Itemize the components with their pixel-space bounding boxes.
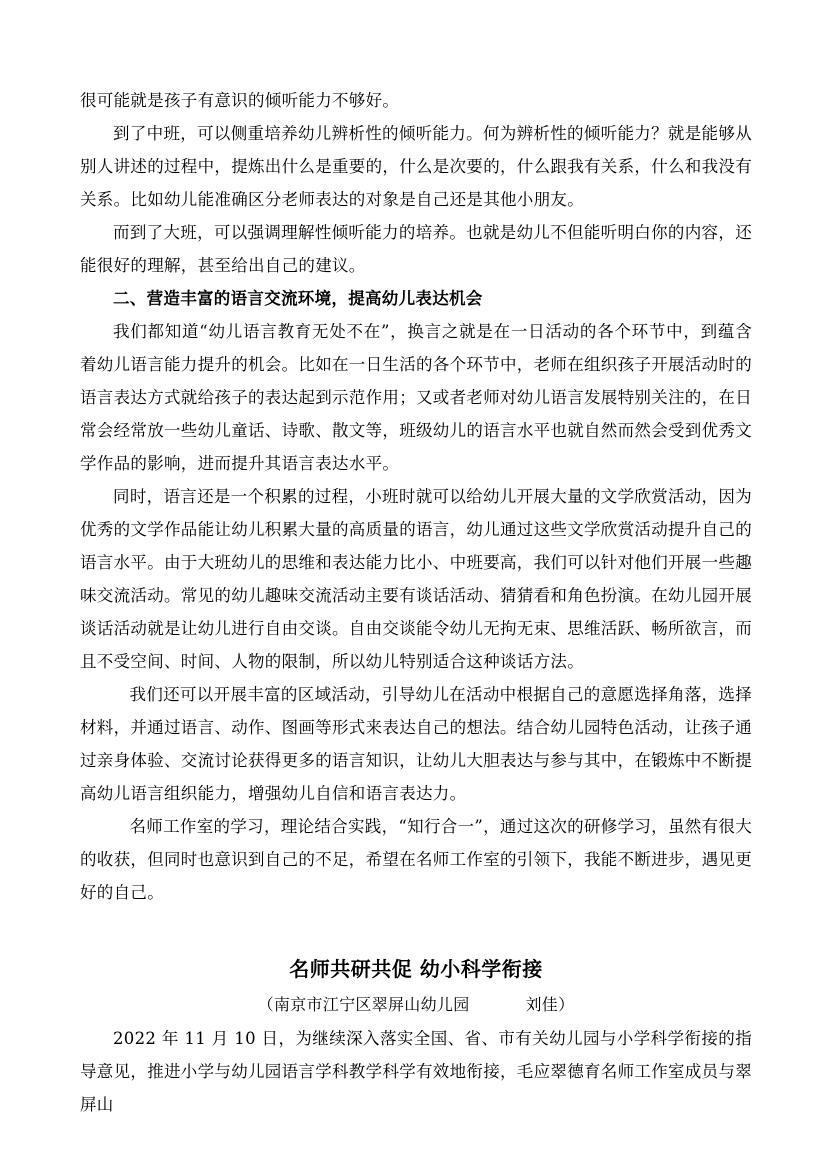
- section-heading: 二、营造丰富的语言交流环境，提高幼儿表达机会: [113, 289, 483, 308]
- paragraph-language-environment: 我们都知道“幼儿语言教育无处不在”，换言之就是在一日活动的各个环节中，到蕴含着幼儿语言能力提升的机会。比如在一日生活的各个环节中，老师在组织孩子开展活动时的语言表达方式就给孩子的表达起到示范作用；又或者老师对幼儿语言发展特别关注的，在日常会经常放一些幼儿童话、诗歌、散文等，班级幼儿的语言水平也就自然而然会受到优秀文学作品的影响，进而提升其语言表达水平。: [80, 322, 752, 473]
- article-title: 名师共研共促 幼小科学衔接: [289, 957, 543, 981]
- section-spacer: [80, 909, 752, 942]
- byline-author: 刘佳）: [525, 995, 575, 1014]
- article-paragraph: 2022 年 11 月 10 日，为继续深入落实全国、省、市有关幼儿园与小学科学衔接的指导意见，推进小学与幼儿园语言学科教学科学有效地衔接，毛应翠德育名师工作室成员与翠屏山: [80, 1029, 752, 1114]
- paragraph-continuation: 很可能就是孩子有意识的倾听能力不够好。: [80, 91, 400, 110]
- byline-school: （南京市江宁区翠屏山幼儿园: [257, 995, 470, 1014]
- paragraph-conclusion: 名师工作室的学习，理论结合实践，“知行合一”，通过这次的研修学习，虽然有很大的收获，但同时也意识到自己的不足，希望在名师工作室的引领下，我能不断进步，遇见更好的自己。: [80, 817, 752, 902]
- paragraph-senior-class: 而到了大班，可以强调理解性倾听能力的培养。也就是幼儿不但能听明白你的内容，还能很好的理解，甚至给出自己的建议。: [80, 223, 752, 275]
- paragraph-middle-class: 到了中班，可以侧重培养幼儿辨析性的倾听能力。何为辨析性的倾听能力？就是能够从别人讲述的过程中，提炼出什么是重要的，什么是次要的，什么跟我有关系，什么和我没有关系。比如幼儿能准确区分老师表达的对象是自己还是其他小朋友。: [80, 124, 752, 209]
- article-byline: [80, 988, 752, 1022]
- paragraph-accumulation: 同时，语言还是一个积累的过程，小班时就可以给幼儿开展大量的文学欣赏活动，因为优秀的文学作品能让幼儿积累大量的高质量的语言，幼儿通过这些文学欣赏活动提升自己的语言水平。由于大班幼儿的思维和表达能力比小、中班要高，我们可以针对他们开展一些趣味交流活动。常见的幼儿趣味交流活动主要有谈话活动、猜猜看和角色扮演。在幼儿园开展谈话活动就是让幼儿进行自由交谈。自由交谈能令幼儿无拘无束、思维活跃、畅所欲言，而且不受空间、时间、人物的限制，所以幼儿特别适合这种谈话方法。: [80, 487, 752, 671]
- document-page: [80, 84, 752, 1121]
- paragraph-area-activities: 我们还可以开展丰富的区域活动，引导幼儿在活动中根据自己的意愿选择角落，选择材料，并通过语言、动作、图画等形式来表达自己的想法。结合幼儿园特色活动，让孩子通过亲身体验、交流讨论获得更多的语言知识，让幼儿大胆表达与参与其中，在锻炼中不断提高幼儿语言组织能力，增强幼儿自信和语言表达力。: [80, 685, 752, 803]
